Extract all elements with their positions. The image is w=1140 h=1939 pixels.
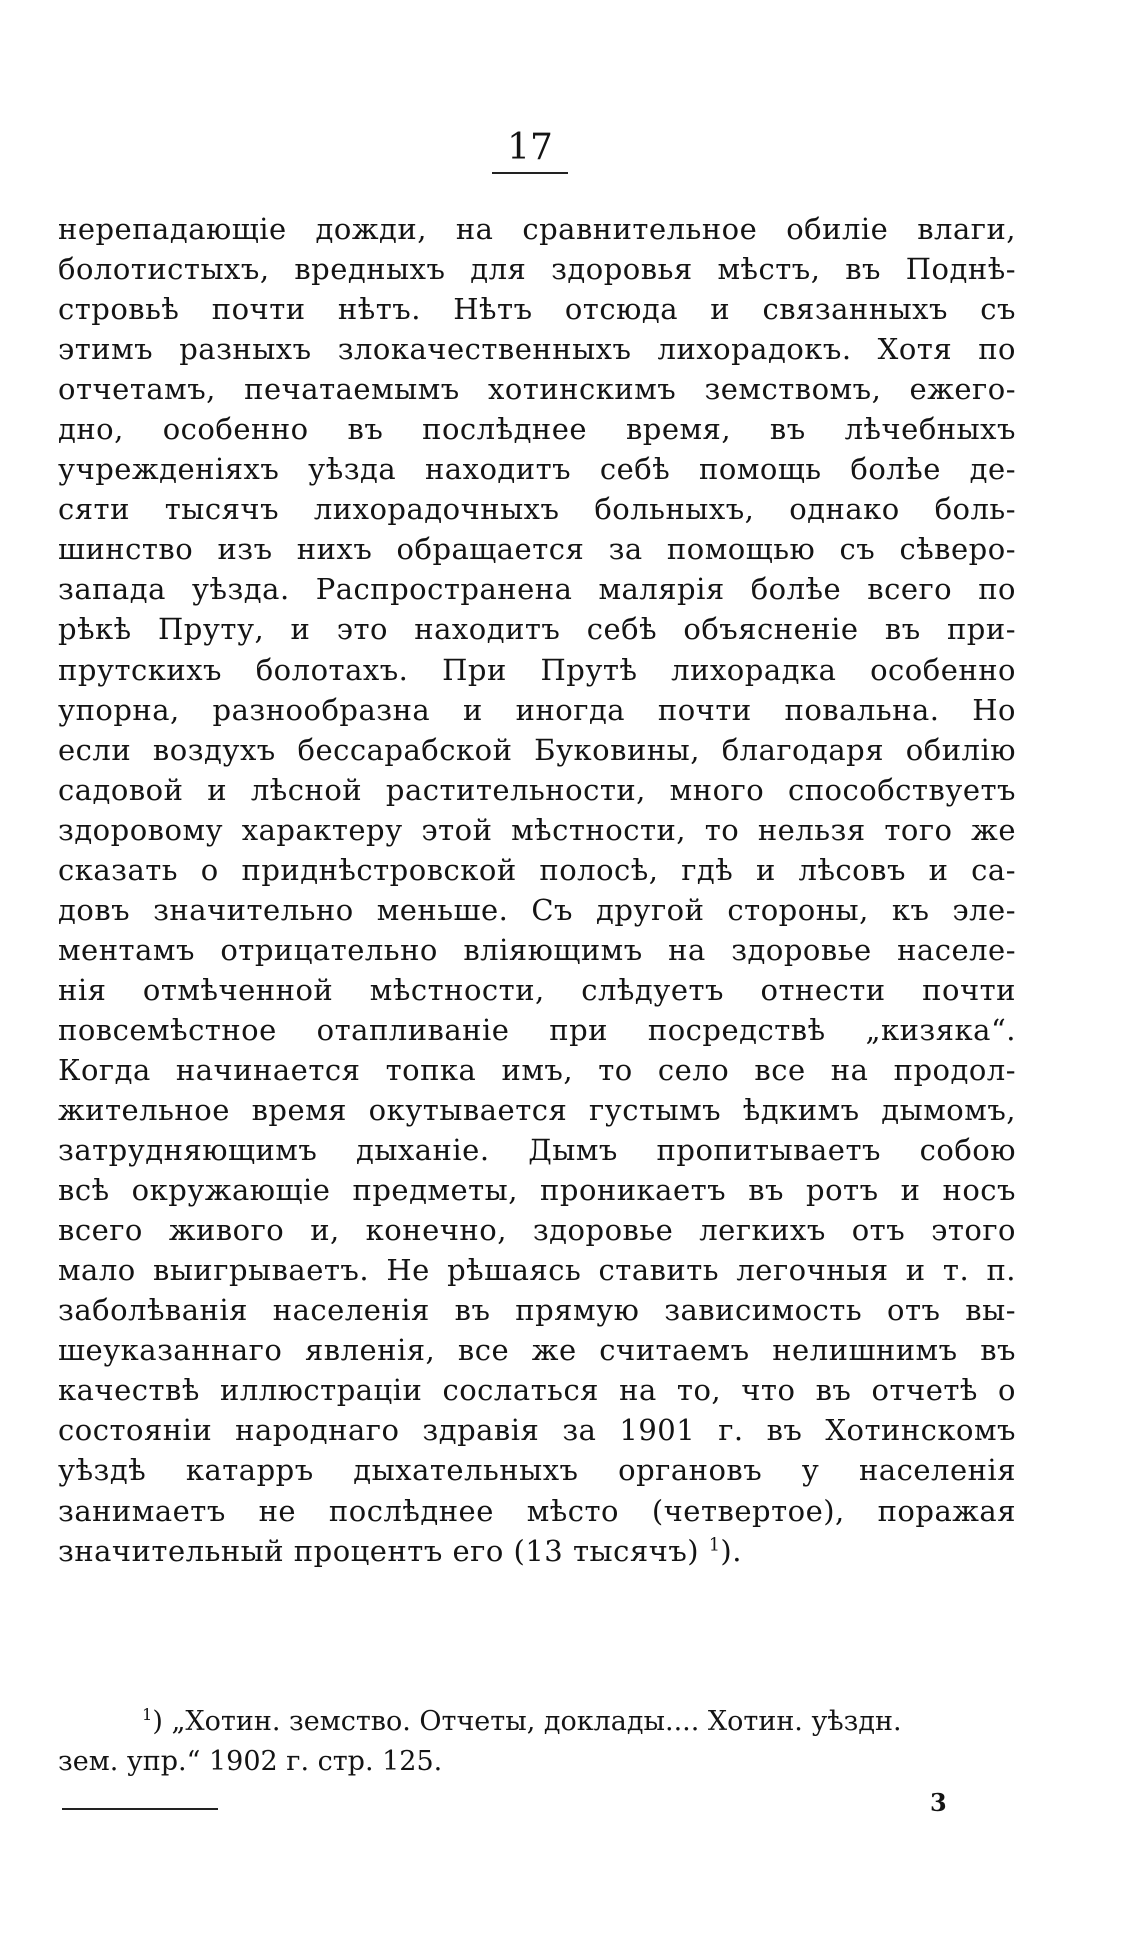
last-line-tail: ). — [720, 1533, 742, 1568]
text-line: Когда начинается топка имъ, то село все на продол- — [58, 1052, 1016, 1087]
footnote-line: $^1$) „Хотин. земство. Отчеты, доклады.... Хотин. уѣздн. — [142, 1705, 902, 1737]
text-line: стровьѣ почти нѣтъ. Нѣтъ отсюда и связанныхъ съ — [58, 292, 1016, 327]
text-line: учрежденіяхъ уѣзда находитъ себѣ помощь болѣе де- — [58, 452, 1016, 487]
text-line: довъ значительно меньше. Съ другой стороны, къ эле- — [58, 892, 1016, 927]
text-line: заболѣванія населенія въ прямую зависимость отъ вы- — [58, 1293, 1016, 1328]
text-line: занимаетъ не послѣднее мѣсто (четвертое), поражая — [58, 1493, 1016, 1528]
text-line: ментамъ отрицательно вліяющимъ на здоровье населе- — [58, 932, 1016, 967]
text-line: жительное время окутывается густымъ ѣдкимъ дымомъ, — [58, 1093, 1016, 1128]
text-line: садовой и лѣсной растительности, много способствуетъ — [58, 772, 1016, 807]
text-line-last — [58, 1531, 1016, 1571]
text-line: сказать о приднѣстровской полосѣ, гдѣ и лѣсовъ и са- — [58, 852, 1016, 887]
footnote — [58, 1702, 1016, 1782]
text-line: здоровому характеру этой мѣстности, то нельзя того же — [58, 812, 1016, 847]
text-line: затрудняющимъ дыханіе. Дымъ пропитываетъ собою — [58, 1133, 1016, 1168]
footnote-separator — [62, 1808, 218, 1810]
text-line: всего живого и, конечно, здоровье легкихъ отъ этого — [58, 1213, 1016, 1248]
text-line: запада уѣзда. Распространена малярія болѣе всего по — [58, 572, 1016, 607]
text-line: нія отмѣченной мѣстности, слѣдуетъ отнести почти — [58, 972, 1016, 1007]
footnote-text-1: „Хотин. земство. Отчеты, доклады.... Хотин. уѣздн. — [171, 1706, 902, 1737]
page-number: 17 — [507, 127, 553, 168]
page-number-underline — [492, 172, 568, 174]
text-line: отчетамъ, печатаемымъ хотинскимъ земствомъ, ежего- — [58, 372, 1016, 407]
text-line: шеуказаннаго явленія, все же считаемъ нелишнимъ въ — [58, 1333, 1016, 1368]
signature-mark: 3 — [930, 1788, 947, 1817]
main-text — [58, 209, 1016, 1571]
text-line: если воздухъ бессарабской Буковины, благодаря обилію — [58, 732, 1016, 767]
text-line: болотистыхъ, вредныхъ для здоровья мѣстъ, въ Поднѣ- — [58, 252, 1016, 287]
text-line: шинство изъ нихъ обращается за помощью съ сѣверо- — [58, 532, 1016, 567]
text-line: состояніи народнаго здравія за 1901 г. въ Хотинскомъ — [58, 1413, 1016, 1448]
text-line: уѣздѣ катарръ дыхательныхъ органовъ у населенія — [58, 1453, 1016, 1488]
footnote-line: зем. упр.“ 1902 г. стр. 125. — [58, 1746, 443, 1777]
text-line: мало выигрываетъ. Не рѣшаясь ставить легочныя и т. п. — [58, 1253, 1016, 1288]
text-line: этимъ разныхъ злокачественныхъ лихорадокъ. Хотя по — [58, 332, 1016, 367]
last-line-text: значительный процентъ его (13 тысячъ) — [58, 1533, 700, 1568]
text-line: сяти тысячъ лихорадочныхъ больныхъ, однако боль- — [58, 492, 1016, 527]
footnote-marker: 1 — [142, 1705, 153, 1724]
text-line: повсемѣстное отапливаніе при посредствѣ „кизяка“. — [58, 1012, 1016, 1047]
text-line: всѣ окружающіе предметы, проникаетъ въ ротъ и носъ — [58, 1173, 1016, 1208]
text-line: прутскихъ болотахъ. При Прутѣ лихорадка особенно — [58, 652, 1016, 687]
text-line: качествѣ иллюстраціи сослаться на то, что въ отчетѣ о — [58, 1373, 1016, 1408]
text-line: рѣкѣ Пруту, и это находитъ себѣ объясненіе въ при- — [58, 612, 1016, 647]
text-line: дно, особенно въ послѣднее время, въ лѣчебныхъ — [58, 412, 1016, 447]
footnote-reference: 1 — [708, 1534, 721, 1555]
text-line: упорна, разнообразна и иногда почти повальна. Но — [58, 692, 1016, 727]
text-line: нерепадающіе дожди, на сравнительное обиліе влаги, — [58, 212, 1016, 246]
